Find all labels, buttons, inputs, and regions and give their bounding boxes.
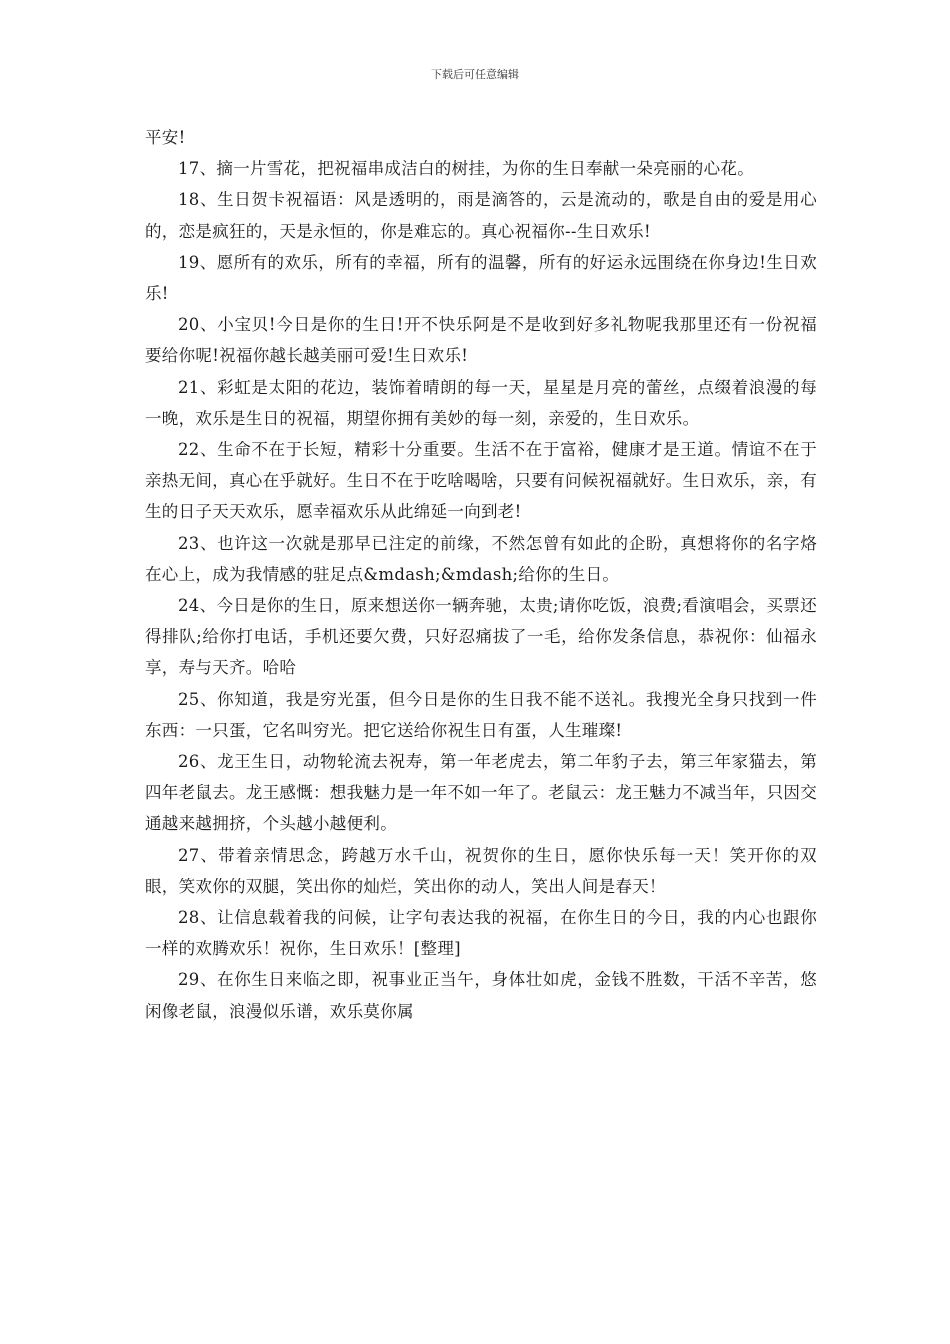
paragraph: 25、你知道，我是穷光蛋，但今日是你的生日我不能不送礼。我搜光全身只找到一件东西：一只蛋，它名叫穷光。把它送给你祝生日有蛋，人生璀璨!: [145, 689, 817, 740]
paragraph: 21、彩虹是太阳的花边，装饰着晴朗的每一天，星星是月亮的蕾丝，点缀着浪漫的每一晚，欢乐是生日的祝福，期望你拥有美妙的每一刻，亲爱的，生日欢乐。: [145, 377, 817, 428]
paragraph: 28、让信息载着我的问候，让字句表达我的祝福，在你生日的今日，我的内心也跟你一样的欢腾欢乐！祝你，生日欢乐！[整理]: [145, 908, 817, 959]
paragraph: 26、龙王生日，动物轮流去祝寿，第一年老虎去，第二年豹子去，第三年家猫去，第四年老鼠去。龙王感慨：想我魅力是一年不如一年了。老鼠云：龙王魅力不减当年，只因交通越来越拥挤，个头越小越便利。: [145, 752, 817, 834]
page-header: 下载后可任意编辑: [431, 68, 519, 81]
paragraph: 平安!: [145, 128, 186, 147]
paragraph: 23、也许这一次就是那早已注定的前缘，不然怎曾有如此的企盼，真想将你的名字烙在心上，成为我情感的驻足点&mdash;&mdash;给你的生日。: [145, 533, 817, 584]
document-body: [145, 122, 817, 1027]
paragraph: 17、摘一片雪花，把祝福串成洁白的树挂，为你的生日奉献一朵亮丽的心花。: [178, 159, 754, 179]
paragraph: 18、生日贺卡祝福语：风是透明的，雨是滴答的，云是流动的，歌是自由的爱是用心的，恋是疯狂的，天是永恒的，你是难忘的。真心祝福你--生日欢乐!: [145, 190, 817, 241]
paragraph: 24、今日是你的生日，原来想送你一辆奔驰，太贵;请你吃饭，浪费;看演唱会，买票还得排队;给你打电话，手机还要欠费，只好忍痛拔了一毛，给你发条信息，恭祝你：仙福永享，寿与天齐。哈哈: [145, 596, 817, 678]
paragraph: 22、生命不在于长短，精彩十分重要。生活不在于富裕，健康才是王道。情谊不在于亲热无间，真心在乎就好。生日不在于吃啥喝啥，只要有问候祝福就好。生日欢乐，亲，有生的日子天天欢乐，愿幸福欢乐从此绵延一向到老!: [145, 440, 817, 522]
paragraph: 29、在你生日来临之即，祝事业正当午，身体壮如虎，金钱不胜数，干活不辛苦，悠闲像老鼠，浪漫似乐谱，欢乐莫你属: [145, 970, 817, 1021]
paragraph: 19、愿所有的欢乐，所有的幸福，所有的温馨，所有的好运永远围绕在你身边!生日欢乐!: [145, 252, 817, 304]
paragraph: 20、小宝贝!今日是你的生日!开不快乐阿是不是收到好多礼物呢我那里还有一份祝福要给你呢!祝福你越长越美丽可爱!生日欢乐!: [145, 315, 817, 366]
paragraph: 27、带着亲情思念，跨越万水千山，祝贺你的生日，愿你快乐每一天！笑开你的双眼，笑欢你的双腿，笑出你的灿烂，笑出你的动人，笑出人间是春天！: [145, 845, 817, 896]
